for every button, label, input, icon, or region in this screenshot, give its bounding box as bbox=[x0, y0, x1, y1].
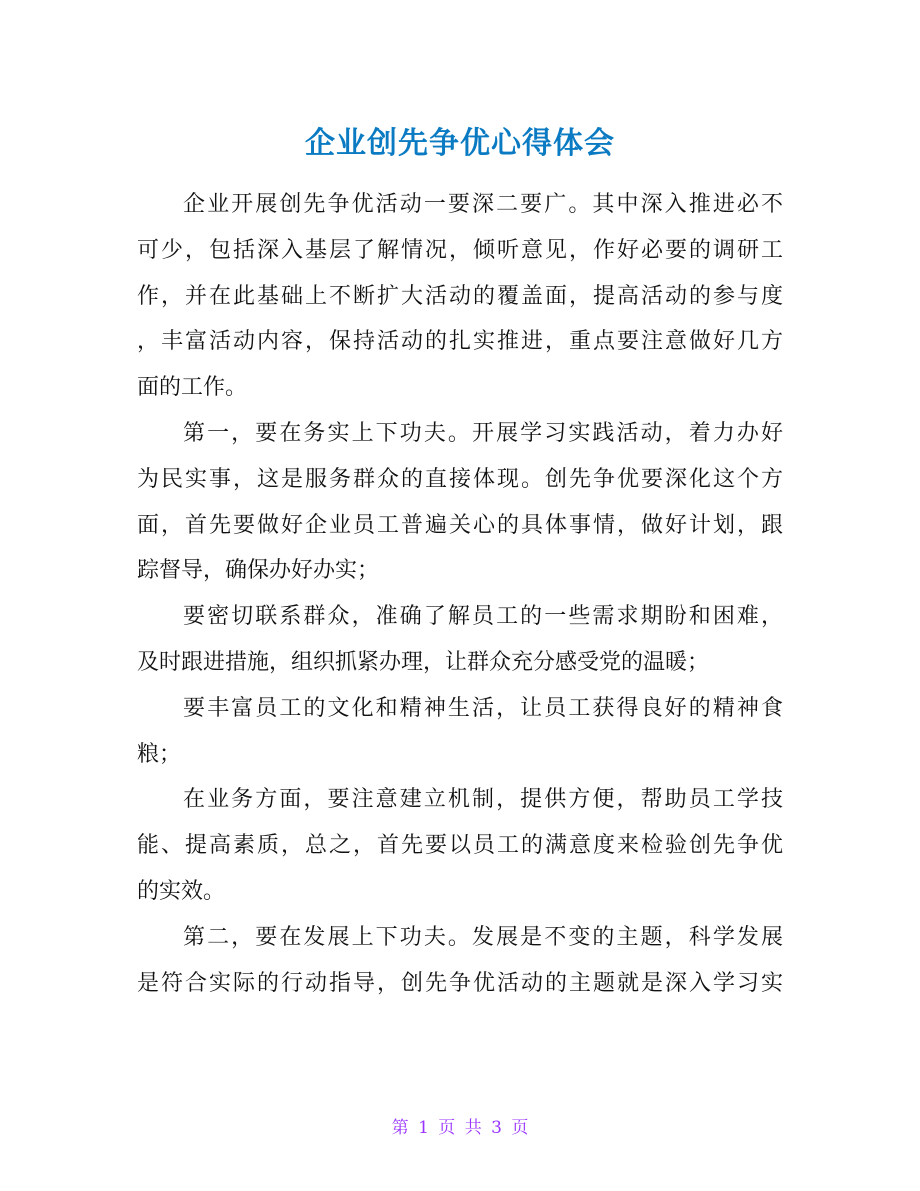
paragraph bbox=[137, 915, 783, 1007]
text-line: 第一，要在务实上下功夫。开展学习实践活动，着力办好 bbox=[183, 420, 783, 446]
text-line: 踪督导，确保办好办实； bbox=[137, 558, 380, 584]
paragraph bbox=[137, 182, 783, 411]
text-line: 可少，包括深入基层了解情况，倾听意见，作好必要的调研工 bbox=[137, 237, 783, 263]
text-line: 要丰富员工的文化和精神生活，让员工获得良好的精神食 bbox=[183, 695, 783, 721]
text-line: 的实效。 bbox=[137, 878, 226, 904]
text-line: 及时跟进措施，组织抓紧办理，让群众充分感受党的温暖； bbox=[137, 649, 710, 675]
text-line: 第二，要在发展上下功夫。发展是不变的主题，科学发展 bbox=[183, 924, 783, 950]
text-line: 面，首先要做好企业员工普遍关心的具体事情，做好计划，跟 bbox=[137, 512, 783, 538]
text-line: 在业务方面，要注意建立机制，提供方便，帮助员工学技 bbox=[183, 787, 783, 813]
text-line: 粮； bbox=[137, 741, 182, 767]
text-line: 是符合实际的行动指导，创先争优活动的主题就是深入学习实 bbox=[137, 970, 783, 996]
text-line: 能、提高素质，总之，首先要以员工的满意度来检验创先争优 bbox=[137, 833, 783, 859]
page-number-footer: 第 1 页 共 3 页 bbox=[391, 1118, 529, 1138]
text-line: 企业开展创先争优活动一要深二要广。其中深入推进必不 bbox=[183, 192, 783, 217]
text-line: 面的工作。 bbox=[137, 375, 248, 401]
text-line: 为民实事，这是服务群众的直接体现。创先争优要深化这个方 bbox=[137, 466, 783, 492]
text-line: 作，并在此基础上不断扩大活动的覆盖面，提高活动的参与度 bbox=[137, 283, 783, 309]
paragraph bbox=[137, 686, 783, 778]
text-line: 要密切联系群众，准确了解员工的一些需求期盼和困难， bbox=[183, 604, 783, 630]
document-body bbox=[137, 182, 783, 1006]
document-title: 企业创先争优心得体会 bbox=[305, 126, 615, 161]
text-line: ，丰富活动内容，保持活动的扎实推进，重点要注意做好几方 bbox=[137, 329, 783, 355]
paragraph bbox=[137, 411, 783, 594]
paragraph bbox=[137, 594, 783, 686]
paragraph bbox=[137, 777, 783, 914]
